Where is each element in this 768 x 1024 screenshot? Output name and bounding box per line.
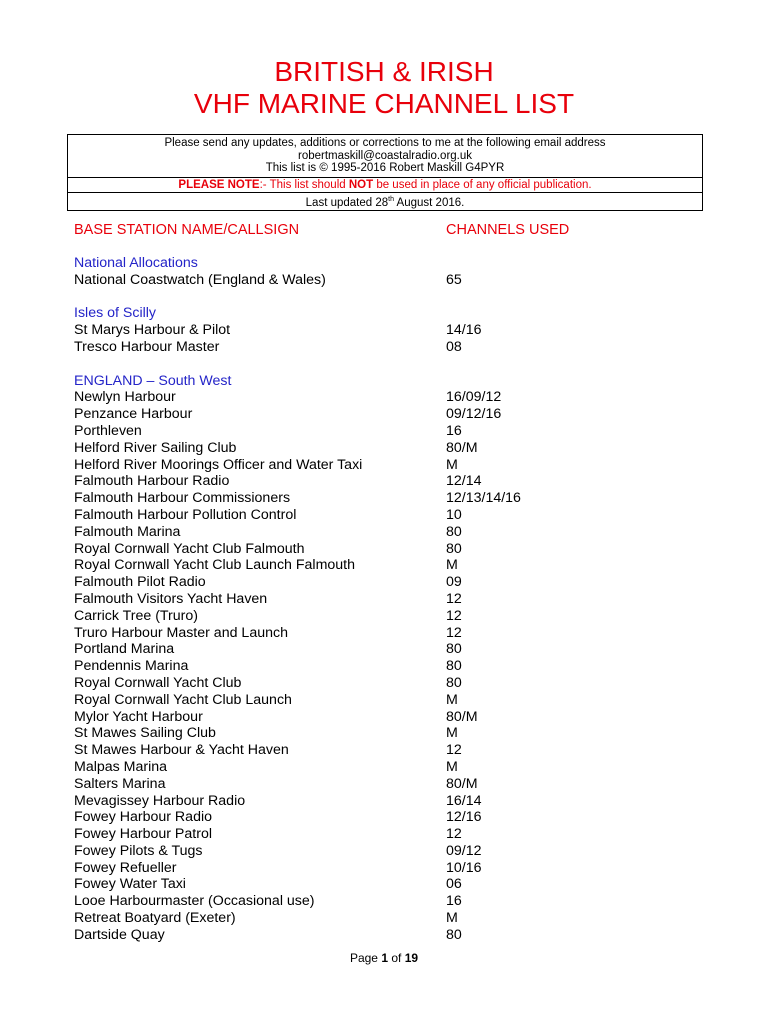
station-channels: 80 — [446, 674, 462, 691]
station-row — [74, 910, 694, 927]
station-row — [74, 339, 694, 356]
station-row — [74, 524, 694, 541]
station-name: St Marys Harbour & Pilot — [74, 322, 231, 339]
station-name: Royal Cornwall Yacht Club Falmouth — [74, 540, 305, 557]
document-title-line2: VHF MARINE CHANNEL LIST — [193, 88, 575, 119]
station-name: Royal Cornwall Yacht Club — [74, 674, 242, 691]
warning-text-b: be used in place of any official publication. — [373, 178, 592, 191]
notice-email: robertmaskill@coastalradio.org.uk — [297, 149, 473, 162]
station-channels: M — [446, 456, 458, 473]
station-row — [74, 406, 694, 423]
station-name: Fowey Pilots & Tugs — [74, 842, 203, 859]
station-row — [74, 591, 694, 608]
warning-label: PLEASE NOTE — [178, 178, 260, 191]
station-row — [74, 776, 694, 793]
station-name: Royal Cornwall Yacht Club Launch Falmouth — [74, 557, 356, 574]
station-name: Retreat Boatyard (Exeter) — [74, 910, 236, 927]
station-channels: 14/16 — [446, 322, 482, 339]
station-name: Penzance Harbour — [74, 406, 193, 423]
station-channels: M — [446, 725, 458, 742]
station-name: Tresco Harbour Master — [74, 338, 220, 355]
station-channels: 16/09/12 — [446, 389, 502, 406]
station-channels: 65 — [446, 271, 462, 288]
station-row — [74, 490, 694, 507]
page-total: 19 — [404, 951, 419, 965]
section-gap — [74, 289, 694, 306]
station-channels: 08 — [446, 338, 462, 355]
station-row — [74, 641, 694, 658]
station-row — [74, 440, 694, 457]
station-row — [74, 608, 694, 625]
station-row — [74, 507, 694, 524]
page-of: of — [388, 951, 405, 965]
station-row — [74, 725, 694, 742]
station-channels: 12 — [446, 624, 462, 641]
station-name: Mevagissey Harbour Radio — [74, 792, 246, 809]
station-row — [74, 557, 694, 574]
station-name: Fowey Refueller — [74, 859, 177, 876]
station-row — [74, 423, 694, 440]
station-channels: 09/12/16 — [446, 406, 502, 423]
section-heading: ENGLAND – South West — [74, 372, 232, 389]
station-name: National Coastwatch (England & Wales) — [74, 271, 326, 288]
station-name: Dartside Quay — [74, 926, 165, 943]
station-channels: 80/M — [446, 775, 478, 792]
station-row — [74, 541, 694, 558]
station-channels: 09/12 — [446, 842, 482, 859]
station-channels: 09 — [446, 574, 462, 591]
station-channels: 10/16 — [446, 859, 482, 876]
station-channels: 80 — [446, 641, 462, 658]
station-name: Falmouth Visitors Yacht Haven — [74, 590, 268, 607]
page-footer — [0, 951, 768, 965]
last-updated — [68, 193, 702, 211]
station-row — [74, 709, 694, 726]
station-row — [74, 272, 694, 289]
station-channels: 80 — [446, 540, 462, 557]
station-channels: M — [446, 910, 458, 927]
column-headers — [74, 222, 694, 240]
station-name: Looe Harbourmaster (Occasional use) — [74, 893, 315, 910]
station-channels: 12/13/14/16 — [446, 490, 521, 507]
station-row — [74, 826, 694, 843]
station-channels: 12 — [446, 607, 462, 624]
column-header-name: BASE STATION NAME/CALLSIGN — [74, 222, 300, 238]
station-channels: 12/16 — [446, 809, 482, 826]
station-channels: 80 — [446, 658, 462, 675]
station-name: Malpas Marina — [74, 758, 168, 775]
notice-warning — [68, 178, 702, 193]
section-gap — [74, 356, 694, 373]
station-name: Newlyn Harbour — [74, 389, 176, 406]
last-updated-sup: th — [388, 195, 394, 203]
station-name: Falmouth Marina — [74, 523, 181, 540]
station-row — [74, 742, 694, 759]
station-name: Truro Harbour Master and Launch — [74, 624, 288, 641]
notice-box — [67, 134, 703, 211]
station-channels: 06 — [446, 876, 462, 893]
page-number: 1 — [381, 951, 388, 965]
station-row — [74, 927, 694, 944]
station-row — [74, 625, 694, 642]
station-name: Mylor Yacht Harbour — [74, 708, 203, 725]
last-updated-post: August 2016. — [394, 196, 465, 209]
station-channels: M — [446, 758, 458, 775]
station-name: Royal Cornwall Yacht Club Launch — [74, 691, 292, 708]
station-channels: 16 — [446, 422, 462, 439]
station-row — [74, 658, 694, 675]
station-name: Porthleven — [74, 422, 142, 439]
station-row — [74, 860, 694, 877]
section-heading: Isles of Scilly — [74, 305, 156, 322]
station-channels: 12/14 — [446, 473, 482, 490]
station-name: Fowey Harbour Radio — [74, 809, 212, 826]
station-row — [74, 574, 694, 591]
station-channels: 16/14 — [446, 792, 482, 809]
station-name: Carrick Tree (Truro) — [74, 607, 199, 624]
page-label: Page — [349, 951, 382, 965]
station-row — [74, 389, 694, 406]
station-name: Salters Marina — [74, 775, 166, 792]
station-row — [74, 692, 694, 709]
station-row — [74, 675, 694, 692]
station-channels: 80 — [446, 926, 462, 943]
station-row — [74, 759, 694, 776]
station-channels: 10 — [446, 506, 462, 523]
station-channels: M — [446, 691, 458, 708]
station-name: Falmouth Harbour Pollution Control — [74, 506, 297, 523]
notice-copyright: This list is © 1995-2016 Robert Maskill G4PYR — [265, 162, 505, 174]
station-row — [74, 322, 694, 339]
station-name: Falmouth Pilot Radio — [74, 574, 206, 591]
station-name: Portland Marina — [74, 641, 175, 658]
document-title-line1: BRITISH & IRISH — [274, 56, 494, 87]
station-row — [74, 473, 694, 490]
warning-text-a: :- This list should — [259, 178, 349, 191]
station-row — [74, 457, 694, 474]
station-row — [74, 793, 694, 810]
station-name: Helford River Sailing Club — [74, 439, 237, 456]
station-channels: 12 — [446, 826, 462, 843]
last-updated-pre: Last updated 28 — [305, 196, 389, 209]
station-name: Pendennis Marina — [74, 658, 189, 675]
station-name: Fowey Water Taxi — [74, 876, 186, 893]
station-row — [74, 843, 694, 860]
station-channels: 16 — [446, 893, 462, 910]
station-name: Falmouth Harbour Commissioners — [74, 490, 291, 507]
section-heading: National Allocations — [74, 255, 198, 271]
station-row — [74, 893, 694, 910]
station-channels: 12 — [446, 590, 462, 607]
warning-not: NOT — [348, 178, 374, 191]
station-channels: 12 — [446, 742, 462, 759]
column-header-channels: CHANNELS USED — [446, 222, 570, 238]
station-row — [74, 809, 694, 826]
station-list — [74, 255, 694, 944]
station-name: St Mawes Harbour & Yacht Haven — [74, 742, 289, 759]
station-channels: 80/M — [446, 439, 478, 456]
station-name: St Mawes Sailing Club — [74, 725, 216, 742]
station-name: Falmouth Harbour Radio — [74, 473, 230, 490]
station-channels: 80/M — [446, 708, 478, 725]
station-channels: M — [446, 557, 458, 574]
notice-info — [68, 135, 702, 178]
station-channels: 80 — [446, 523, 462, 540]
station-row — [74, 876, 694, 893]
station-name: Helford River Moorings Officer and Water Taxi — [74, 456, 363, 473]
notice-request-text: Please send any updates, additions or corrections to me at the following email address — [164, 137, 606, 149]
station-name: Fowey Harbour Patrol — [74, 826, 212, 843]
